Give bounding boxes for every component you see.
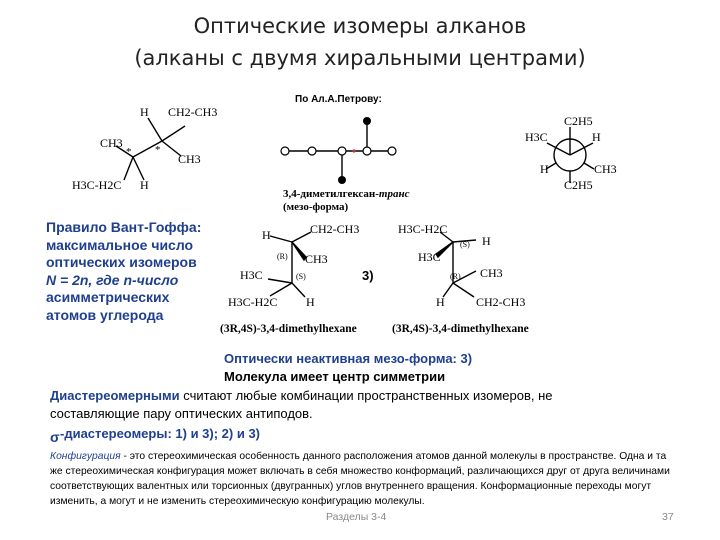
iso-left-h: H (262, 228, 271, 242)
note-text: - это стереохимическая особенность данного расположения атомов данной молекулы в пространстве. Одна и та же стереохимическая конфигурация может включать в себя множество конформаций, различающихся друг от друга величинами соответствующих валентных или торсионных (двугранных) углов внутреннего вращения. Конформационные переходы могут изменить, а могут и не изменить стереохимическую конфигурацию молекулы. (50, 451, 670, 507)
iso-left-h3c: H3C (240, 268, 263, 282)
skeleton-caption-italic: транс (378, 188, 410, 200)
s1-ch3-right: CH3 (178, 152, 201, 166)
iso-left-name: (3R,4S)-3,4-dimethylhexane (220, 323, 357, 335)
iso-right-s: (S) (460, 240, 470, 249)
rule-line-1: Правило Вант-Гоффа: (46, 219, 202, 235)
newman-projection (546, 127, 594, 183)
sigma-diastereomers: -диастереомеры: 1) и 3); 2) и 3) (60, 426, 261, 441)
diastereo-line-1 (50, 388, 553, 403)
newman-top-right: H (592, 130, 601, 144)
skeleton-caption-2: (мезо-форма) (283, 201, 349, 213)
iso-right-h-bottom: H (436, 295, 445, 309)
rule-line-6: атомов углерода (46, 306, 164, 323)
iso-left-r: (R) (277, 252, 288, 261)
page-number: 37 (662, 511, 674, 523)
sigma-symbol: σ (50, 429, 60, 445)
iso-right-h-top: H (482, 234, 491, 248)
rule-line-3: оптических изомеров (46, 254, 197, 270)
iso-right-r: (R) (450, 272, 461, 281)
iso-right-h3c-h2c: H3C-H2C (398, 222, 448, 236)
iso-left-ch2ch3: CH2-CH3 (310, 222, 360, 236)
rule-line-5: асимметрических (46, 289, 170, 305)
configuration-note (50, 449, 670, 509)
iso-left-s: (S) (296, 272, 306, 281)
s1-star-2: * (155, 144, 161, 156)
s1-h3c-h2c: H3C-H2C (72, 178, 122, 192)
footer-section: Разделы 3-4 (326, 511, 387, 523)
rule-line-4: N = 2n, где n-число (46, 271, 179, 288)
diastereo-rest: считают любые комбинации пространственных изомеров, не (179, 388, 553, 403)
slide-title: Оптические изомеры алканов (193, 14, 527, 38)
newman-bottom: C2H5 (564, 178, 593, 192)
newman-bottom-left: H (540, 162, 549, 176)
iso-right-ch2ch3: CH2-CH3 (476, 295, 526, 309)
s1-ch3-left: CH3 (100, 136, 123, 150)
iso-right-h3c: H3C (418, 250, 441, 264)
marker-3: 3) (362, 268, 374, 283)
s1-ch2ch3: CH2-CH3 (168, 105, 218, 119)
note-term: Конфигурация (50, 451, 121, 462)
s1-star-1: * (126, 146, 132, 158)
isomer-right-bonds (436, 232, 476, 297)
s1-h-bottom: H (140, 178, 149, 192)
meso-line-2: Молекула имеет центр симметрии (224, 369, 446, 384)
slide-subtitle: (алканы с двумя хиральными центрами) (134, 46, 586, 70)
skeleton-caption (283, 188, 409, 200)
iso-right-name: (3R,4S)-3,4-dimethylhexane (392, 323, 529, 335)
rule-line-2: максимальное число (46, 236, 194, 253)
newman-top: C2H5 (564, 114, 593, 128)
skeleton-formula (281, 117, 396, 184)
iso-left-h3c-h2c: H3C-H2C (228, 295, 278, 309)
iso-right-ch3: CH3 (480, 266, 503, 280)
meso-line-1: Оптически неактивная мезо-форма: 3) (224, 351, 473, 366)
iso-left-h-bottom: H (306, 295, 315, 309)
newman-top-left: H3C (525, 130, 548, 144)
newman-bottom-right: CH3 (594, 162, 617, 176)
vant-hoff-rule (46, 219, 206, 324)
iso-left-ch3: CH3 (305, 252, 328, 266)
diastereo-term: Диастереомерными (50, 388, 180, 403)
skeleton-caption-text: 3,4-диметилгексан- (283, 188, 379, 200)
s1-h: H (140, 105, 149, 119)
diastereo-line-2: составляющие пару оптических антиподов. (50, 406, 313, 421)
source-label: По Ал.А.Петрову: (295, 94, 382, 105)
